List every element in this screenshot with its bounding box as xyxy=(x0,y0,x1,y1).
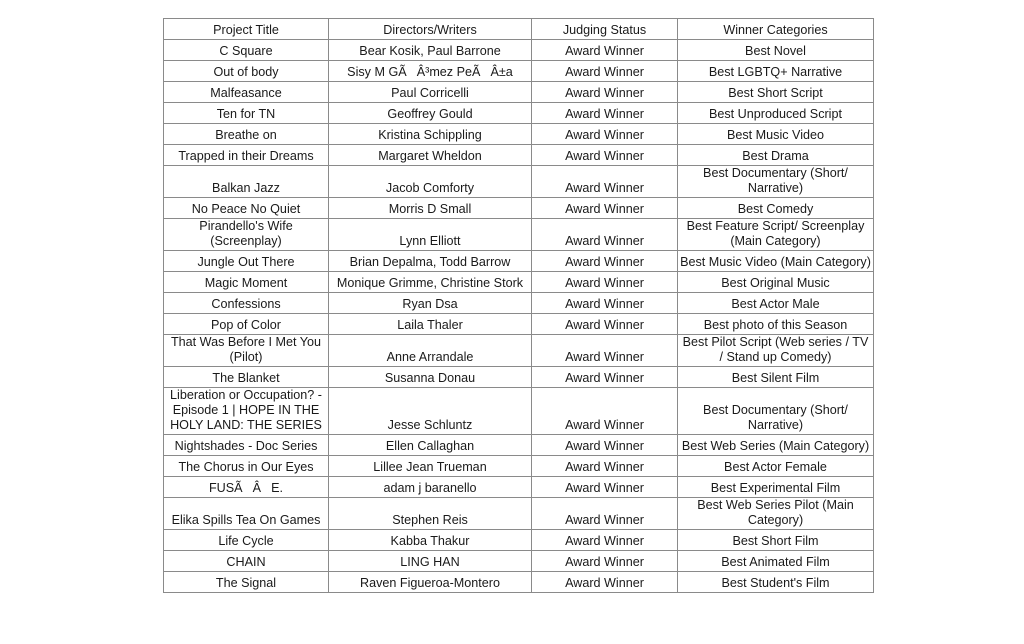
header-judging-status: Judging Status xyxy=(532,19,678,40)
directors-writers-cell: Raven Figueroa-Montero xyxy=(329,572,532,593)
judging-status-cell: Award Winner xyxy=(532,551,678,572)
winner-category-cell: Best Short Film xyxy=(678,530,874,551)
winner-category-cell: Best Music Video (Main Category) xyxy=(678,251,874,272)
winner-category-cell: Best Novel xyxy=(678,40,874,61)
judging-status-cell: Award Winner xyxy=(532,272,678,293)
project-title-cell: CHAIN xyxy=(164,551,329,572)
table-row xyxy=(164,530,874,551)
project-title-cell: Balkan Jazz xyxy=(164,166,329,198)
directors-writers-cell: Ellen Callaghan xyxy=(329,435,532,456)
directors-writers-cell: Paul Corricelli xyxy=(329,82,532,103)
winner-category-cell: Best photo of this Season xyxy=(678,314,874,335)
directors-writers-cell: Ryan Dsa xyxy=(329,293,532,314)
judging-status-cell: Award Winner xyxy=(532,40,678,61)
judging-status-cell: Award Winner xyxy=(532,530,678,551)
table-row xyxy=(164,61,874,82)
winner-category-cell: Best Web Series (Main Category) xyxy=(678,435,874,456)
winner-category-cell: Best LGBTQ+ Narrative xyxy=(678,61,874,82)
table-row xyxy=(164,367,874,388)
judging-status-cell: Award Winner xyxy=(532,166,678,198)
table-row xyxy=(164,456,874,477)
winner-category-cell: Best Short Script xyxy=(678,82,874,103)
directors-writers-cell: Bear Kosik, Paul Barrone xyxy=(329,40,532,61)
project-title-cell: Trapped in their Dreams xyxy=(164,145,329,166)
table-row xyxy=(164,124,874,145)
table-row xyxy=(164,314,874,335)
project-title-cell: Liberation or Occupation? - Episode 1 | HOPE IN THE HOLY LAND: THE SERIES xyxy=(164,388,329,435)
table-row xyxy=(164,219,874,251)
judging-status-cell: Award Winner xyxy=(532,124,678,145)
project-title-cell: The Blanket xyxy=(164,367,329,388)
awards-table xyxy=(163,18,874,593)
winner-category-cell: Best Animated Film xyxy=(678,551,874,572)
project-title-cell: No Peace No Quiet xyxy=(164,198,329,219)
project-title-cell: C Square xyxy=(164,40,329,61)
judging-status-cell: Award Winner xyxy=(532,335,678,367)
project-title-cell: Ten for TN xyxy=(164,103,329,124)
table-row xyxy=(164,293,874,314)
judging-status-cell: Award Winner xyxy=(532,388,678,435)
project-title-cell: Elika Spills Tea On Games xyxy=(164,498,329,530)
project-title-cell: The Chorus in Our Eyes xyxy=(164,456,329,477)
table-row xyxy=(164,551,874,572)
winner-category-cell: Best Actor Female xyxy=(678,456,874,477)
table-row xyxy=(164,166,874,198)
judging-status-cell: Award Winner xyxy=(532,498,678,530)
table-row xyxy=(164,572,874,593)
directors-writers-cell: adam j baranello xyxy=(329,477,532,498)
judging-status-cell: Award Winner xyxy=(532,103,678,124)
winner-category-cell: Best Web Series Pilot (Main Category) xyxy=(678,498,874,530)
project-title-cell: Life Cycle xyxy=(164,530,329,551)
winner-category-cell: Best Documentary (Short/ Narrative) xyxy=(678,166,874,198)
winner-category-cell: Best Unproduced Script xyxy=(678,103,874,124)
winner-category-cell: Best Music Video xyxy=(678,124,874,145)
table-row xyxy=(164,498,874,530)
winner-category-cell: Best Pilot Script (Web series / TV / Stand up Comedy) xyxy=(678,335,874,367)
directors-writers-cell: Anne Arrandale xyxy=(329,335,532,367)
table-row xyxy=(164,103,874,124)
table-body xyxy=(164,40,874,593)
winner-category-cell: Best Feature Script/ Screenplay (Main Category) xyxy=(678,219,874,251)
directors-writers-cell: Kabba Thakur xyxy=(329,530,532,551)
header-row xyxy=(164,19,874,40)
directors-writers-cell: Brian Depalma, Todd Barrow xyxy=(329,251,532,272)
winner-category-cell: Best Documentary (Short/ Narrative) xyxy=(678,388,874,435)
directors-writers-cell: Morris D Small xyxy=(329,198,532,219)
winner-category-cell: Best Student's Film xyxy=(678,572,874,593)
winner-category-cell: Best Experimental Film xyxy=(678,477,874,498)
table-row xyxy=(164,272,874,293)
project-title-cell: The Signal xyxy=(164,572,329,593)
judging-status-cell: Award Winner xyxy=(532,367,678,388)
winner-category-cell: Best Drama xyxy=(678,145,874,166)
directors-writers-cell: Laila Thaler xyxy=(329,314,532,335)
table-header xyxy=(164,19,874,40)
directors-writers-cell: Jacob Comforty xyxy=(329,166,532,198)
table-row xyxy=(164,145,874,166)
judging-status-cell: Award Winner xyxy=(532,82,678,103)
judging-status-cell: Award Winner xyxy=(532,572,678,593)
judging-status-cell: Award Winner xyxy=(532,219,678,251)
header-winner-categories: Winner Categories xyxy=(678,19,874,40)
table-row xyxy=(164,435,874,456)
judging-status-cell: Award Winner xyxy=(532,145,678,166)
judging-status-cell: Award Winner xyxy=(532,477,678,498)
project-title-cell: Nightshades - Doc Series xyxy=(164,435,329,456)
directors-writers-cell: Margaret Wheldon xyxy=(329,145,532,166)
judging-status-cell: Award Winner xyxy=(532,456,678,477)
winner-category-cell: Best Actor Male xyxy=(678,293,874,314)
header-directors-writers: Directors/Writers xyxy=(329,19,532,40)
table-row xyxy=(164,388,874,435)
project-title-cell: Out of body xyxy=(164,61,329,82)
header-project-title: Project Title xyxy=(164,19,329,40)
project-title-cell: Malfeasance xyxy=(164,82,329,103)
directors-writers-cell: Susanna Donau xyxy=(329,367,532,388)
table-row xyxy=(164,40,874,61)
judging-status-cell: Award Winner xyxy=(532,314,678,335)
winner-category-cell: Best Silent Film xyxy=(678,367,874,388)
project-title-cell: Jungle Out There xyxy=(164,251,329,272)
project-title-cell: Confessions xyxy=(164,293,329,314)
directors-writers-cell: Lynn Elliott xyxy=(329,219,532,251)
judging-status-cell: Award Winner xyxy=(532,293,678,314)
directors-writers-cell: Monique Grimme, Christine Stork xyxy=(329,272,532,293)
judging-status-cell: Award Winner xyxy=(532,251,678,272)
project-title-cell: That Was Before I Met You (Pilot) xyxy=(164,335,329,367)
judging-status-cell: Award Winner xyxy=(532,198,678,219)
directors-writers-cell: Stephen Reis xyxy=(329,498,532,530)
directors-writers-cell: Jesse Schluntz xyxy=(329,388,532,435)
project-title-cell: Magic Moment xyxy=(164,272,329,293)
judging-status-cell: Award Winner xyxy=(532,435,678,456)
directors-writers-cell: LING HAN xyxy=(329,551,532,572)
directors-writers-cell: Sisy M GÃÂ³mez PeÃÂ±a xyxy=(329,61,532,82)
project-title-cell: FUSÃÂE. xyxy=(164,477,329,498)
project-title-cell: Breathe on xyxy=(164,124,329,145)
winner-category-cell: Best Original Music xyxy=(678,272,874,293)
directors-writers-cell: Geoffrey Gould xyxy=(329,103,532,124)
project-title-cell: Pop of Color xyxy=(164,314,329,335)
judging-status-cell: Award Winner xyxy=(532,61,678,82)
directors-writers-cell: Kristina Schippling xyxy=(329,124,532,145)
table-row xyxy=(164,251,874,272)
project-title-cell: Pirandello's Wife (Screenplay) xyxy=(164,219,329,251)
table-row xyxy=(164,477,874,498)
table-row xyxy=(164,335,874,367)
table-row xyxy=(164,198,874,219)
winner-category-cell: Best Comedy xyxy=(678,198,874,219)
directors-writers-cell: Lillee Jean Trueman xyxy=(329,456,532,477)
table-row xyxy=(164,82,874,103)
